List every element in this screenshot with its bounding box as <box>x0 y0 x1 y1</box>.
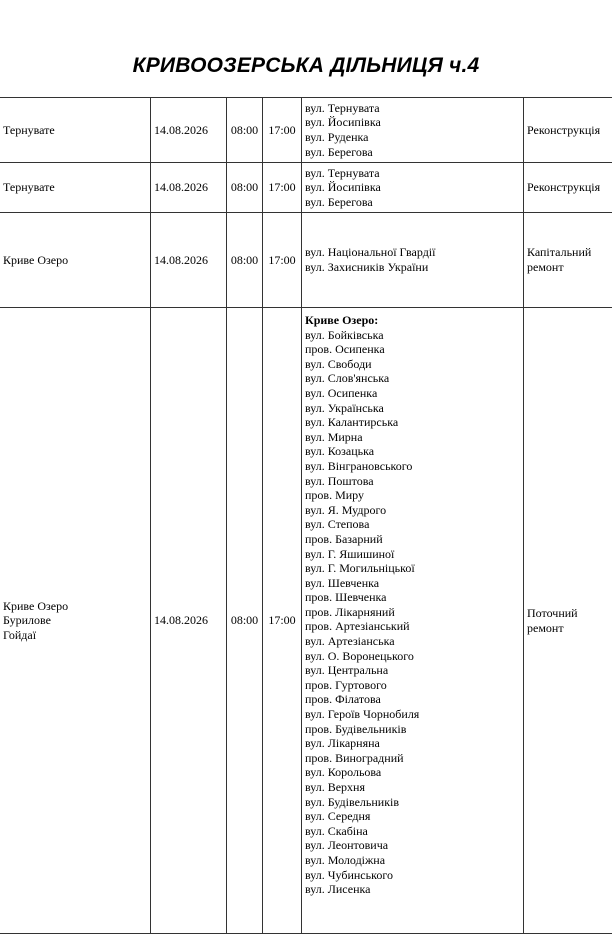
start-time-cell: 08:00 <box>227 213 263 308</box>
streets-cell-line: вул. Берегова <box>305 195 520 210</box>
streets-cell-line: вул. Вінграновського <box>305 459 520 474</box>
location-cell-line: Криве Озеро <box>3 599 147 614</box>
start-time-cell: 08:00 <box>227 163 263 213</box>
streets-cell-line: вул. Йосипівка <box>305 180 520 195</box>
streets-cell-line: вул. Поштова <box>305 474 520 489</box>
table-row <box>0 213 612 308</box>
streets-cell-line: вул. Чубинського <box>305 868 520 883</box>
streets-cell-line: пров. Філатова <box>305 692 520 707</box>
streets-cell-line: вул. Скабіна <box>305 824 520 839</box>
streets-cell-line: вул. О. Воронецького <box>305 649 520 664</box>
streets-cell-line: вул. Леонтовича <box>305 838 520 853</box>
work-type-cell-line: Капітальний <box>527 245 612 260</box>
streets-cell <box>302 163 524 213</box>
date-cell: 14.08.2026 <box>151 98 227 163</box>
location-cell-line: Тернувате <box>3 123 147 138</box>
streets-cell-line: пров. Лікарняний <box>305 605 520 620</box>
streets-cell-line: вул. Руденка <box>305 130 520 145</box>
streets-cell-line: вул. Центральна <box>305 663 520 678</box>
streets-cell-line: вул. Будівельників <box>305 795 520 810</box>
end-time-cell: 17:00 <box>263 98 302 163</box>
streets-cell-line: вул. Національної Гвардії <box>305 245 520 260</box>
work-type-cell-line: Реконструкція <box>527 123 612 138</box>
start-time-cell: 08:00 <box>227 98 263 163</box>
streets-cell-line: вул. Тернувата <box>305 101 520 116</box>
table-row <box>0 163 612 213</box>
streets-heading: Криве Озеро: <box>305 313 520 328</box>
streets-cell-line: вул. Козацька <box>305 444 520 459</box>
outage-schedule-table <box>0 97 612 934</box>
work-type-cell-line: Поточний <box>527 606 612 621</box>
location-cell-line: Тернувате <box>3 180 147 195</box>
work-type-cell-line: ремонт <box>527 260 612 275</box>
date-cell: 14.08.2026 <box>151 213 227 308</box>
streets-cell-line: пров. Будівельників <box>305 722 520 737</box>
streets-cell-line: пров. Осипенка <box>305 342 520 357</box>
streets-cell <box>302 98 524 163</box>
date-cell: 14.08.2026 <box>151 308 227 934</box>
location-cell-line: Криве Озеро <box>3 253 147 268</box>
work-type-cell <box>524 98 612 163</box>
streets-cell-line: вул. Г. Могильніцької <box>305 561 520 576</box>
streets-cell-line: вул. Г. Яшишиної <box>305 547 520 562</box>
streets-cell-line: вул. Осипенка <box>305 386 520 401</box>
streets-cell-line: пров. Шевченка <box>305 590 520 605</box>
streets-cell-line: пров. Базарний <box>305 532 520 547</box>
streets-cell-line: вул. Слов'янська <box>305 371 520 386</box>
end-time-cell: 17:00 <box>263 308 302 934</box>
work-type-cell <box>524 308 612 934</box>
streets-cell-line: пров. Гуртового <box>305 678 520 693</box>
work-type-cell-line: ремонт <box>527 621 612 636</box>
streets-cell-line: вул. Українська <box>305 401 520 416</box>
streets-cell-line: вул. Свободи <box>305 357 520 372</box>
streets-cell-line: вул. Мирна <box>305 430 520 445</box>
streets-cell-line: пров. Виноградний <box>305 751 520 766</box>
streets-cell-line: вул. Калантирська <box>305 415 520 430</box>
streets-cell-line: вул. Верхня <box>305 780 520 795</box>
streets-cell-line: вул. Середня <box>305 809 520 824</box>
streets-cell-line: вул. Артезіанська <box>305 634 520 649</box>
streets-cell-line: вул. Захисників України <box>305 260 520 275</box>
streets-cell-line: вул. Степова <box>305 517 520 532</box>
streets-cell <box>302 213 524 308</box>
location-cell <box>0 213 151 308</box>
table-row <box>0 308 612 934</box>
streets-cell-line: вул. Тернувата <box>305 166 520 181</box>
end-time-cell: 17:00 <box>263 163 302 213</box>
start-time-cell: 08:00 <box>227 308 263 934</box>
streets-cell-line: пров. Артезіанський <box>305 619 520 634</box>
streets-cell-line: вул. Бойківська <box>305 328 520 343</box>
end-time-cell: 17:00 <box>263 213 302 308</box>
work-type-cell-line: Реконструкція <box>527 180 612 195</box>
streets-cell-line: вул. Лікарняна <box>305 736 520 751</box>
location-cell <box>0 98 151 163</box>
streets-cell-line: вул. Героїв Чорнобиля <box>305 707 520 722</box>
streets-cell-line: вул. Йосипівка <box>305 115 520 130</box>
streets-cell <box>302 308 524 934</box>
streets-cell-line: вул. Шевченка <box>305 576 520 591</box>
streets-cell-line: вул. Лисенка <box>305 882 520 897</box>
location-cell-line: Гойдаї <box>3 628 147 643</box>
streets-cell-line: вул. Я. Мудрого <box>305 503 520 518</box>
date-cell: 14.08.2026 <box>151 163 227 213</box>
streets-cell-line: вул. Молодіжна <box>305 853 520 868</box>
work-type-cell <box>524 163 612 213</box>
location-cell <box>0 163 151 213</box>
table-row <box>0 98 612 163</box>
page-title: КРИВООЗЕРСЬКА ДІЛЬНИЦЯ ч.4 <box>0 54 612 78</box>
streets-cell-line: вул. Корольова <box>305 765 520 780</box>
work-type-cell <box>524 213 612 308</box>
location-cell <box>0 308 151 934</box>
streets-cell-line: вул. Берегова <box>305 145 520 160</box>
location-cell-line: Бурилове <box>3 613 147 628</box>
streets-cell-line: пров. Миру <box>305 488 520 503</box>
